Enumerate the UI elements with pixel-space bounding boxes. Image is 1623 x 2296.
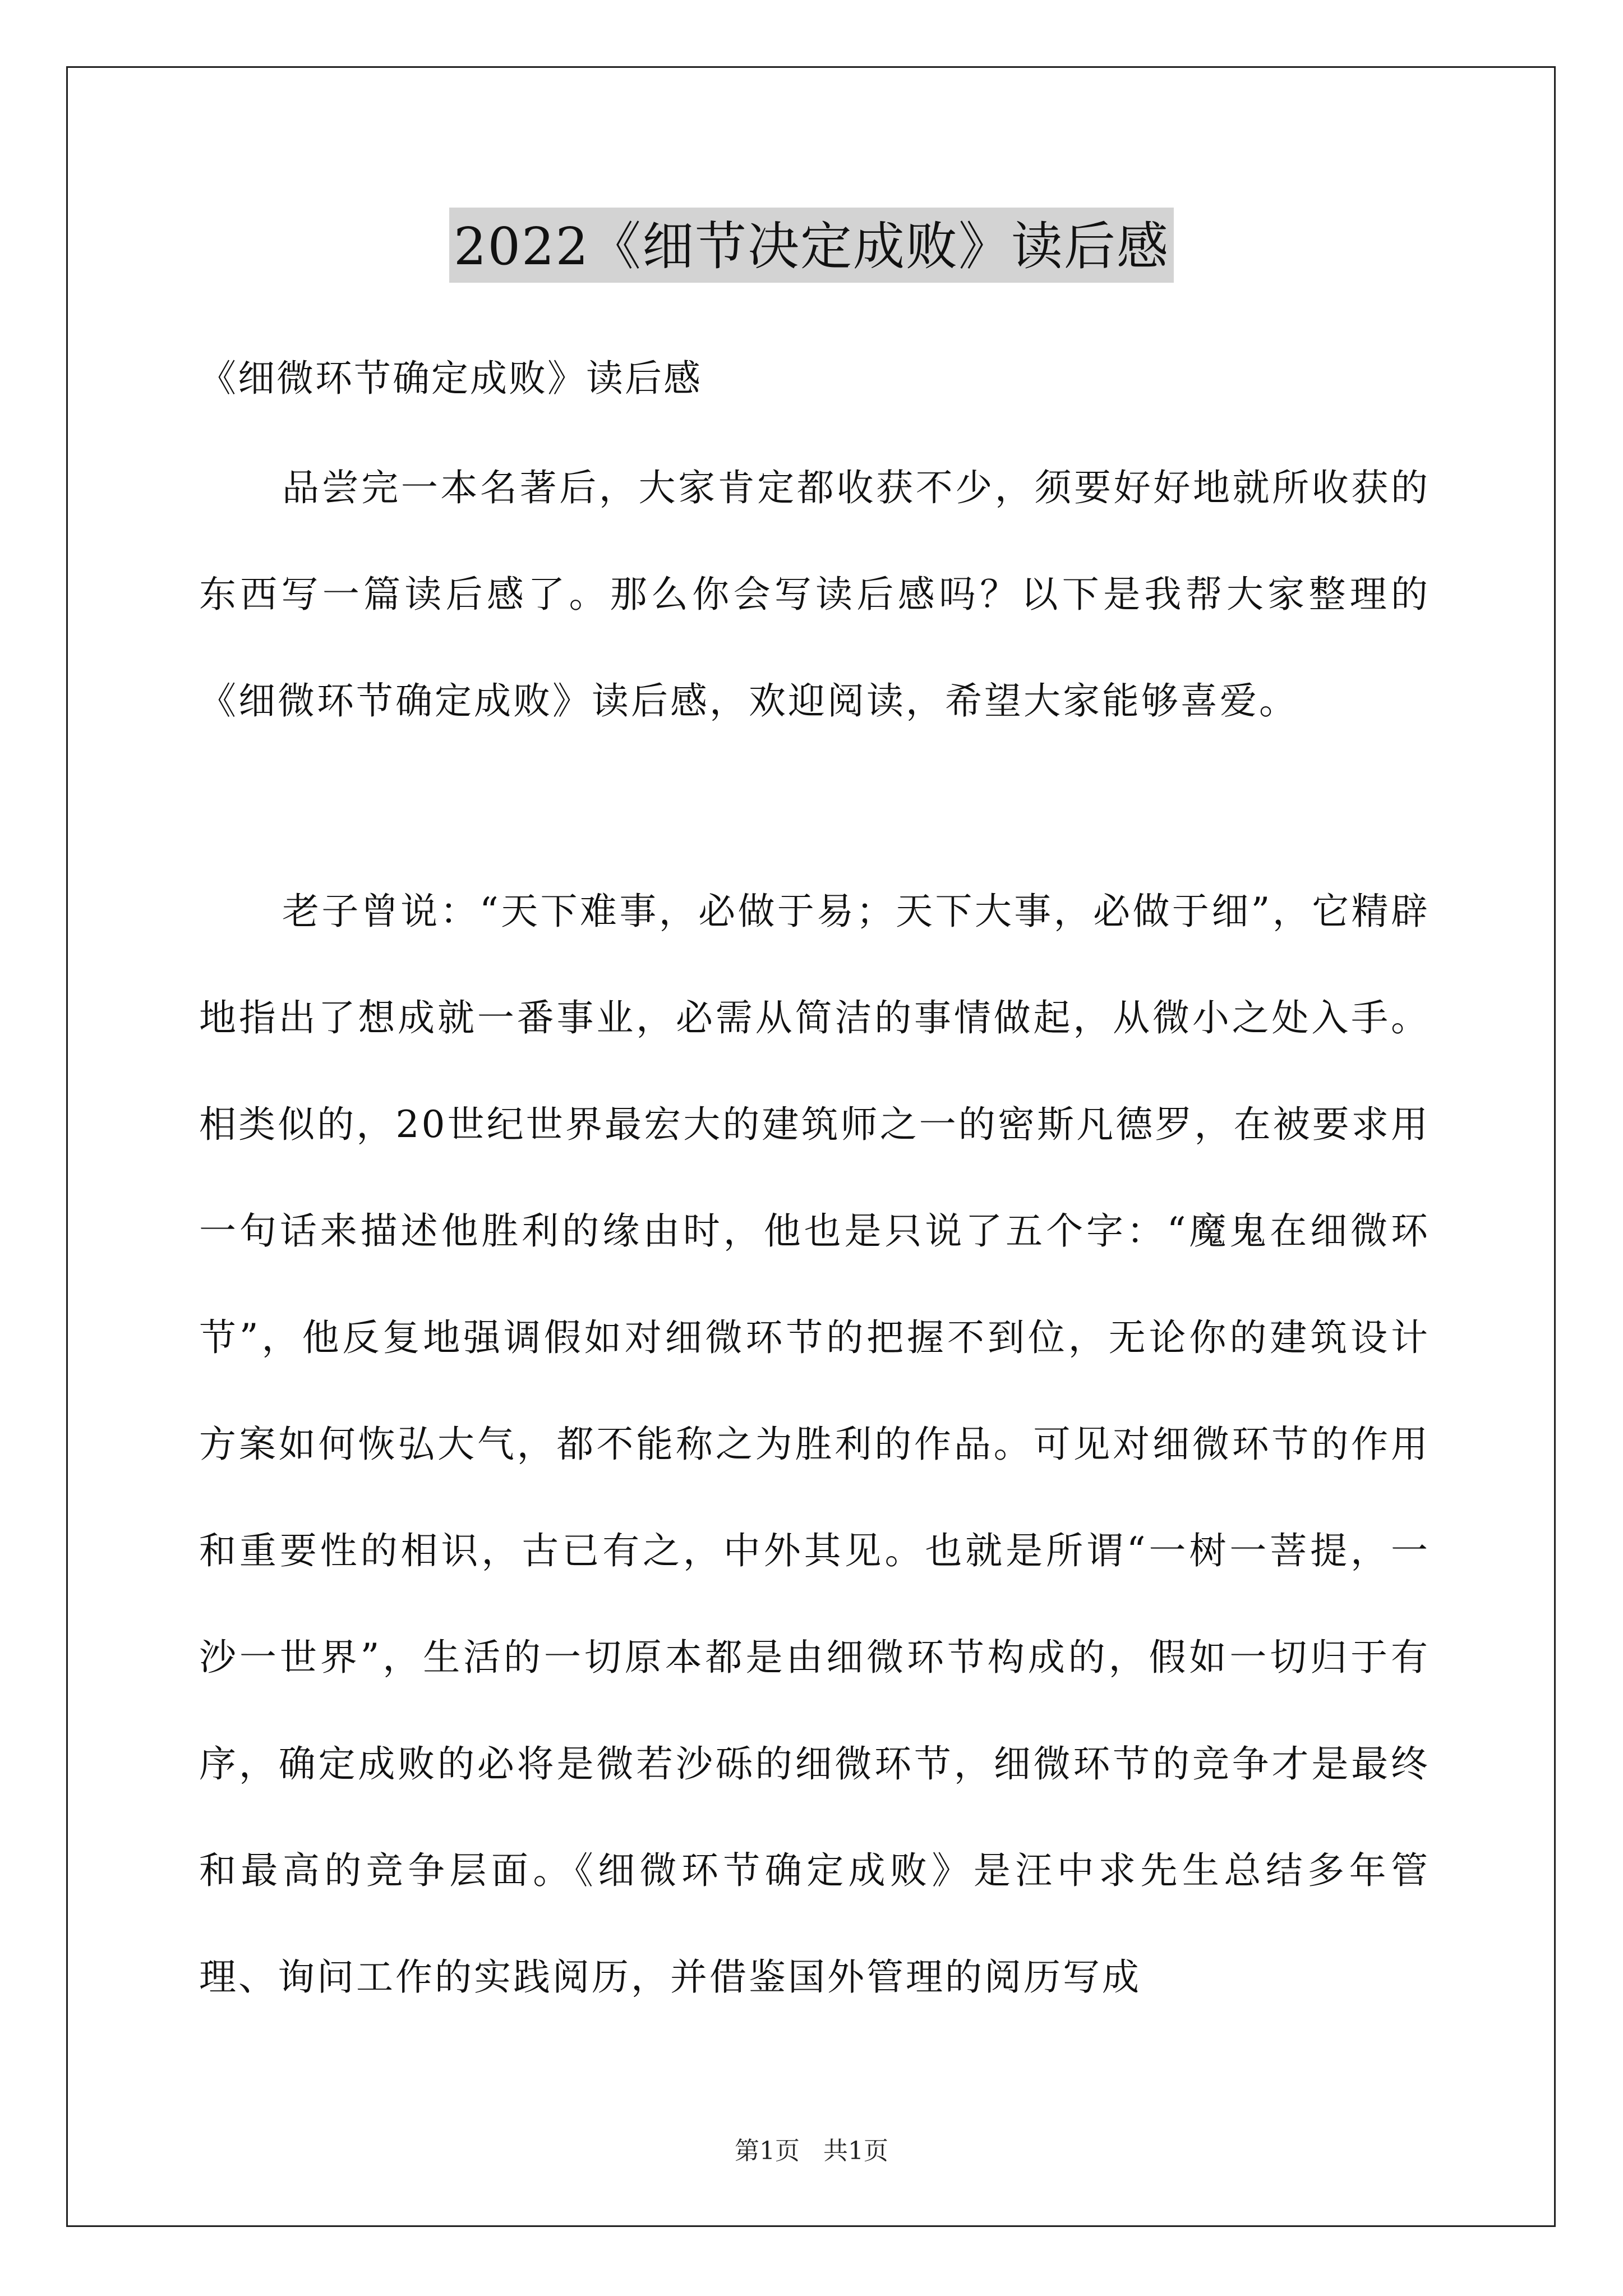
document-subtitle: 《细微环节确定成败》读后感 (199, 357, 702, 400)
paragraph-intro: 品尝完一本名著后，大家肯定都收获不少，须要好好地就所收获的东西写一篇读后感了。那么你会写读后感吗？以下是我帮大家整理的《细微环节确定成败》读后感，欢迎阅读，希望大家能够喜爱。 (199, 466, 1430, 723)
title-container (0, 208, 1623, 283)
document-title: 2022《细节决定成败》读后感 (449, 208, 1174, 283)
page-footer: 第1页 共1页 (735, 2137, 888, 2165)
paragraph-body: 老子曾说：“天下难事，必做于易；天下大事，必做于细”，它精辟地指出了想成就一番事业，必需从简洁的事情做起，从微小之处入手。相类似的，20世纪世界最宏大的建筑师之一的密斯凡德罗，在被要求用一句话来描述他胜利的缘由时，他也是只说了五个字：“魔鬼在细微环节”，他反复地强调假如对细微环节的把握不到位，无论你的建筑设计方案如何恢弘大气，都不能称之为胜利的作品。可见对细微环节的作用和重要性的相识，古已有之，中外其见。也就是所谓“一树一菩提，一沙一世界”，生活的一切原本都是由细微环节构成的，假如一切归于有序，确定成败的必将是微若沙砾的细微环节，细微环节的竞争才是最终和最高的竞争层面。《细微环节确定成败》是汪中求先生总结多年管理、询问工作的实践阅历，并借鉴国外管理的阅历写成 (199, 890, 1430, 1999)
